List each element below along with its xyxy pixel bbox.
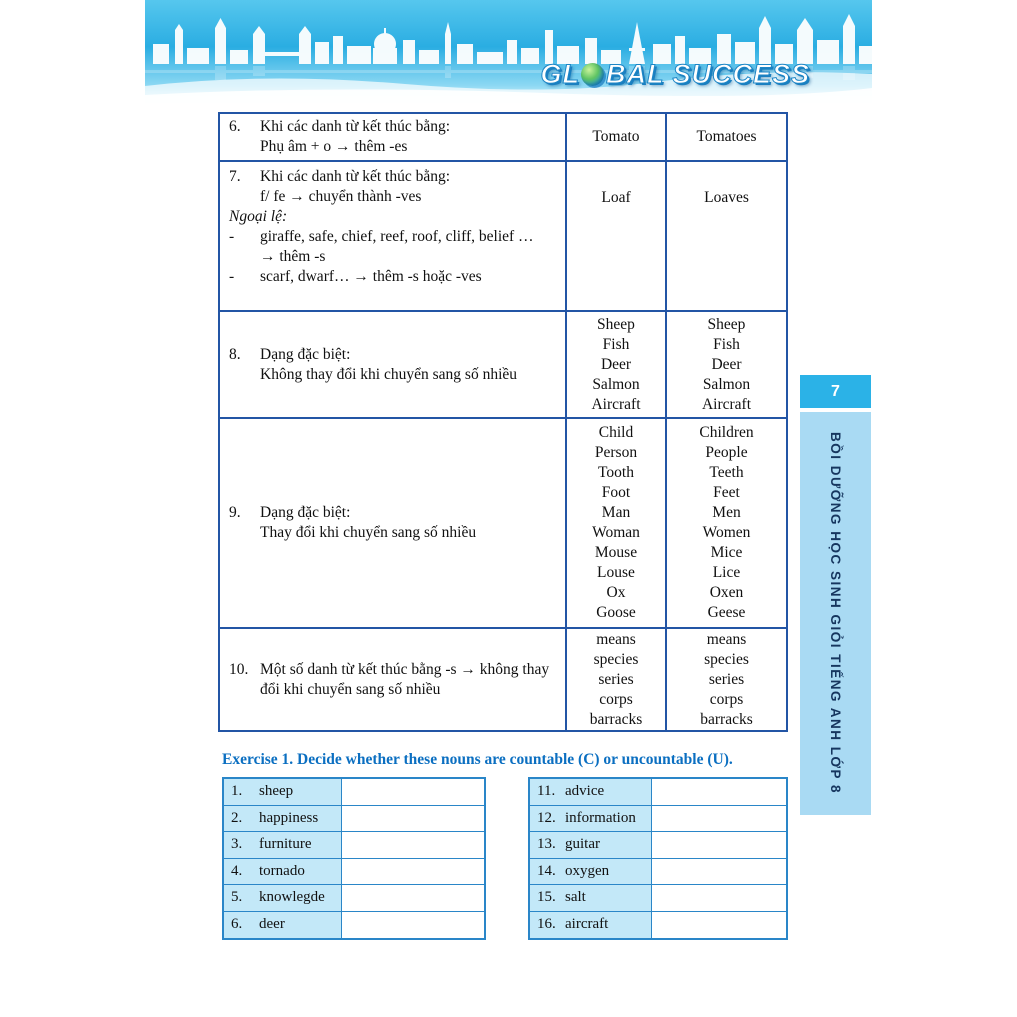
grammar-row [220, 114, 786, 162]
exercise-row [530, 912, 786, 939]
exercise-row [530, 806, 786, 833]
word: Lice [712, 564, 741, 581]
exercise-word-cell [530, 779, 652, 805]
word: Foot [601, 484, 631, 501]
word: Fish [713, 335, 740, 353]
exercise-number: 2. [231, 809, 243, 826]
word: Loaves [704, 189, 749, 206]
rule-text: đổi khi chuyển sang số nhiều [260, 680, 441, 698]
plural-cell [667, 114, 786, 160]
exercise-table-left [222, 777, 486, 940]
sidebar-panel [800, 412, 871, 815]
word: People [705, 444, 748, 461]
rule-text: scarf, dwarf… → thêm -s hoặc -ves [260, 268, 482, 285]
word: Feet [713, 484, 740, 501]
exercise-word: happiness [259, 809, 319, 826]
word: Mice [710, 544, 743, 561]
exercise-answer-cell [652, 832, 786, 858]
exercise-word-cell [530, 885, 652, 911]
rule-text: Phụ âm + o → thêm -es [260, 138, 408, 155]
exercise-word: deer [259, 916, 285, 933]
exercise-answer-cell [652, 779, 786, 805]
word: Tooth [598, 464, 634, 481]
word: Deer [711, 355, 742, 373]
exercise-word: furniture [259, 836, 312, 853]
plural-cell [667, 629, 786, 730]
rule-marker: 10. [229, 660, 249, 678]
word: Salmon [592, 375, 640, 393]
exercise-row [224, 806, 484, 833]
exercise-number: 11. [537, 783, 556, 800]
grammar-row [220, 419, 786, 629]
rule-text: → thêm -s [260, 248, 326, 265]
rule-line [229, 660, 559, 680]
word: Mouse [594, 544, 638, 561]
exercise-word: tornado [259, 862, 305, 879]
rule-marker: - [229, 268, 235, 285]
grammar-table [218, 112, 788, 732]
plural-cell [667, 419, 786, 627]
exercise-row [530, 885, 786, 912]
rule-cell [220, 419, 567, 627]
exercise-word: knowlegde [259, 889, 325, 906]
rule-marker: 6. [229, 118, 241, 135]
rule-line [229, 523, 559, 543]
exercise-word-cell [224, 779, 342, 805]
rule-line [229, 207, 559, 227]
singular-cell [567, 312, 667, 417]
exercise-word-cell [224, 806, 342, 832]
exercise-row [224, 779, 484, 806]
grammar-row [220, 312, 786, 419]
header-band [145, 0, 872, 104]
exercise-number: 1. [231, 783, 243, 800]
rule-marker [229, 680, 260, 700]
word: barracks [589, 710, 643, 728]
exercise-answer-cell [652, 859, 786, 885]
exercise-answer-cell [342, 885, 484, 911]
rule-text: Dạng đặc biệt: [260, 504, 351, 521]
exercise-row [530, 779, 786, 806]
exercise-word: salt [565, 889, 586, 906]
word: Children [699, 424, 754, 441]
sidebar-page-box [800, 375, 871, 408]
rule-line [229, 365, 559, 385]
exercise-word-cell [530, 859, 652, 885]
rule-cell [220, 629, 567, 730]
rule-marker [229, 365, 260, 385]
word: Louse [597, 564, 635, 581]
exercise-number: 3. [231, 836, 243, 853]
rule-text: giraffe, safe, chief, reef, roof, cliff, belief … [260, 228, 534, 245]
exercise-answer-cell [342, 779, 484, 805]
word: Fish [602, 335, 630, 353]
exercise-number: 6. [231, 916, 243, 933]
rule-line [229, 227, 559, 247]
word: series [598, 670, 634, 688]
exercise-word-cell [530, 806, 652, 832]
word: Woman [592, 524, 640, 541]
exercise-word-cell [224, 832, 342, 858]
rule-marker: 7. [229, 168, 241, 185]
rule-text: Một số danh từ kết thúc bằng -s → không thay [260, 660, 550, 678]
singular-cell [567, 629, 667, 730]
exercise-answer-cell [342, 832, 484, 858]
exercise-word: sheep [259, 783, 294, 800]
exercise-row [530, 832, 786, 859]
plural-cell [667, 312, 786, 417]
exercise-number: 5. [231, 889, 243, 906]
word: Ox [606, 584, 626, 601]
exercise-answer-cell [652, 806, 786, 832]
rule-cell [220, 312, 567, 417]
exercise-word-cell [530, 832, 652, 858]
word: Teeth [709, 464, 744, 481]
rule-marker: 8. [229, 345, 241, 363]
exercise-title: Exercise 1. Decide whether these nouns are countable (C) or uncountable (U). [222, 751, 733, 768]
rule-marker: - [229, 228, 235, 245]
rule-text: f/ fe → chuyển thành -ves [260, 188, 422, 205]
rule-cell [220, 162, 567, 310]
plural-cell [667, 162, 786, 310]
grammar-row [220, 629, 786, 730]
rule-marker: 9. [229, 504, 241, 521]
word: Child [598, 424, 634, 441]
exercise-number: 4. [231, 862, 243, 879]
rule-line [229, 187, 559, 207]
word: Goose [596, 604, 636, 621]
exercise-row [224, 885, 484, 912]
exercise-word-cell [224, 859, 342, 885]
word: Geese [707, 604, 746, 621]
exercise-row [530, 859, 786, 886]
exercise-table-right [528, 777, 788, 940]
word: Sheep [597, 315, 635, 333]
rule-marker [229, 137, 260, 157]
word: Person [594, 444, 638, 461]
rule-marker [229, 523, 260, 543]
rule-line [229, 247, 559, 267]
grammar-row [220, 162, 786, 312]
exercise-word: information [565, 809, 636, 826]
exercise-number: 13. [537, 836, 556, 853]
exercise-answer-cell [652, 912, 786, 939]
rule-line [229, 267, 559, 287]
singular-cell [567, 114, 667, 160]
logo-text-gl: GL [540, 59, 580, 89]
rule-marker [229, 187, 260, 207]
exercise-number: 16. [537, 916, 556, 933]
exercise-word-cell [224, 912, 342, 939]
exercise-answer-cell [342, 806, 484, 832]
exercise-word: aircraft [565, 916, 609, 933]
word: Aircraft [591, 395, 641, 413]
exercise-number: 15. [537, 889, 556, 906]
rule-text: Khi các danh từ kết thúc bằng: [260, 168, 451, 185]
exercise-answer-cell [342, 912, 484, 939]
exercise-number: 14. [537, 862, 556, 879]
word: Women [702, 524, 751, 541]
rule-text: Ngoại lệ: [229, 208, 288, 225]
exercise-word: oxygen [565, 862, 610, 879]
exercise-number: 12. [537, 809, 556, 826]
word: Deer [600, 355, 632, 373]
word: means [596, 630, 636, 648]
sidebar-title: BỒI DƯỠNG HỌC SINH GIỎI TIẾNG ANH LỚP 8 [828, 432, 843, 795]
word: Men [712, 504, 741, 521]
page-number: 7 [831, 382, 840, 400]
word: Salmon [702, 375, 751, 393]
exercise-answer-cell [342, 859, 484, 885]
rule-line [229, 167, 559, 187]
rule-line [229, 503, 559, 523]
word: Man [601, 504, 631, 521]
rule-cell [220, 114, 567, 160]
rule-line [229, 345, 559, 365]
exercise-word: guitar [565, 836, 600, 853]
exercise-row [224, 912, 484, 939]
exercise-word-cell [530, 912, 652, 939]
exercise-row [224, 832, 484, 859]
rule-line [229, 137, 559, 157]
word: corps [599, 690, 633, 708]
globe-icon [581, 63, 604, 86]
word: Tomatoes [696, 128, 757, 145]
rule-text: Thay đổi khi chuyển sang số nhiều [260, 524, 477, 541]
exercise-row [224, 859, 484, 886]
word: Aircraft [701, 395, 752, 413]
word: Sheep [707, 315, 746, 333]
word: series [708, 670, 745, 688]
rule-text: Khi các danh từ kết thúc bằng: [260, 118, 451, 135]
word: means [706, 630, 747, 648]
rule-text: Dạng đặc biệt: [260, 345, 351, 363]
word: corps [709, 690, 744, 708]
exercise-word: advice [565, 783, 605, 800]
rule-text: Không thay đổi khi chuyển sang số nhiều [260, 365, 518, 383]
word: Loaf [601, 189, 631, 206]
word: Oxen [709, 584, 744, 601]
word: Tomato [592, 128, 640, 145]
exercise-answer-cell [652, 885, 786, 911]
word: barracks [700, 710, 753, 728]
exercise-word-cell [224, 885, 342, 911]
word: species [704, 650, 749, 668]
word: species [593, 650, 639, 668]
rule-line [229, 680, 559, 700]
rule-line [229, 117, 559, 137]
logo [540, 59, 810, 90]
rule-marker [229, 247, 260, 267]
singular-cell [567, 419, 667, 627]
singular-cell [567, 162, 667, 310]
logo-text-bal-success: BAL SUCCESS [605, 59, 810, 89]
